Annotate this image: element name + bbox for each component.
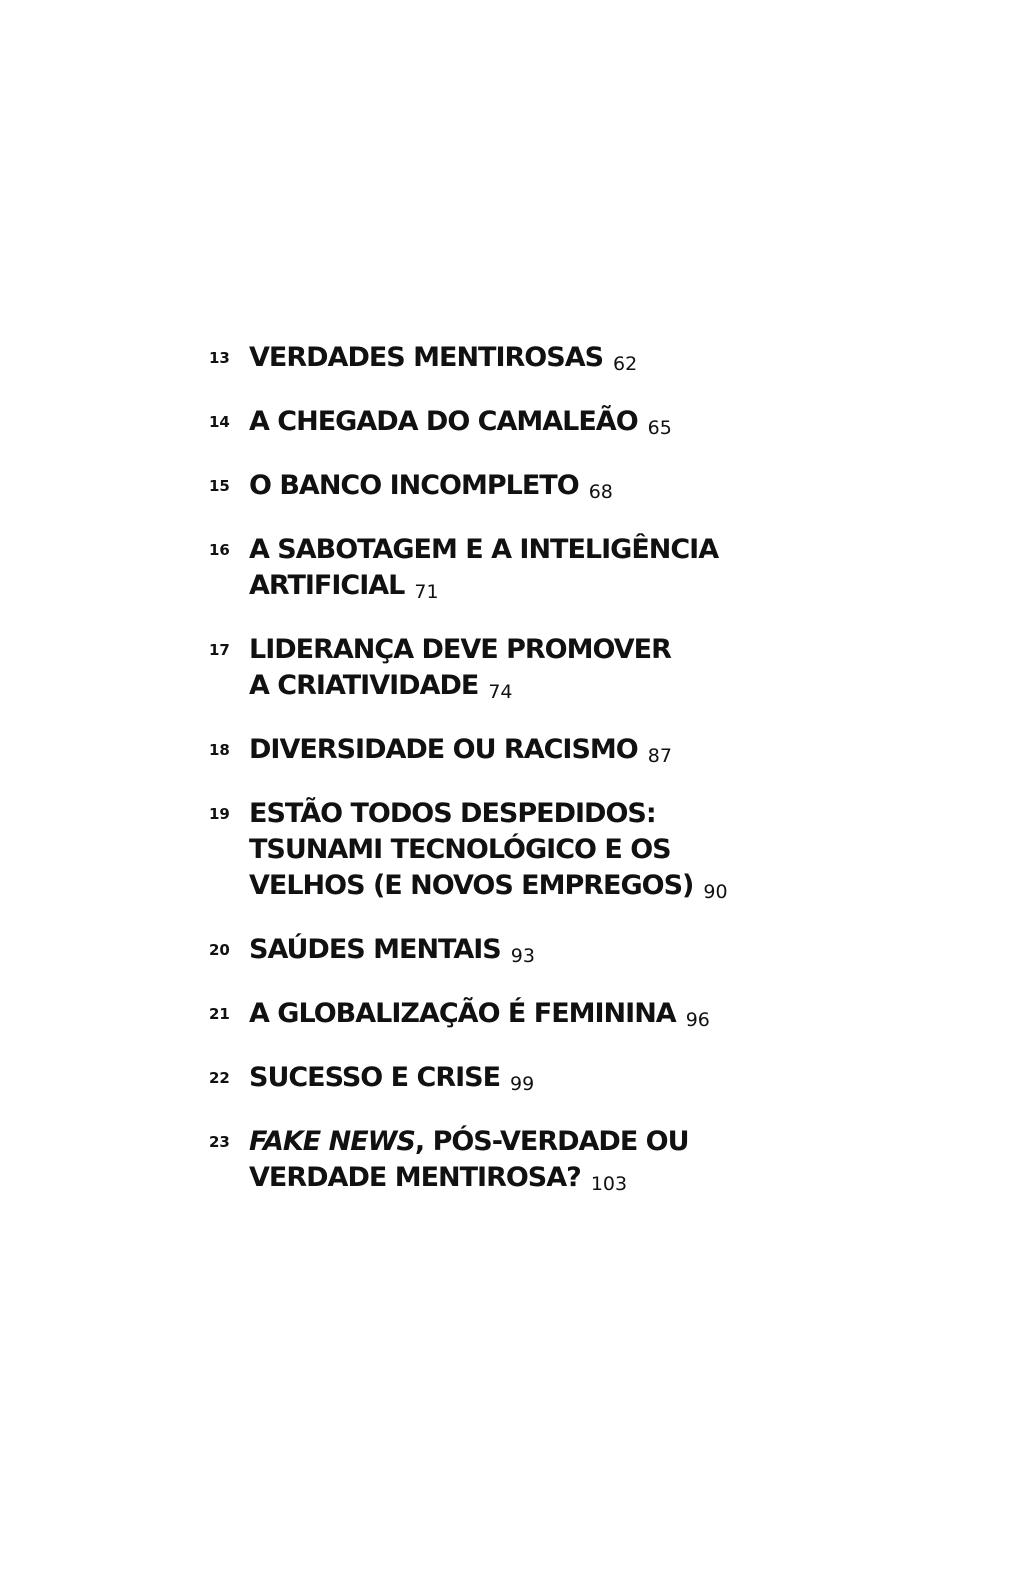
page-number: 103 bbox=[590, 1173, 628, 1195]
chapter-title-line: VELHOS (E NOVOS EMPREGOS) 90 bbox=[249, 870, 728, 903]
chapter-title-line: VERDADE MENTIROSA? 103 bbox=[249, 1162, 628, 1195]
chapter-title bbox=[249, 1060, 769, 1098]
toc-entry bbox=[209, 404, 769, 442]
table-of-contents bbox=[209, 340, 769, 1224]
page-number: 93 bbox=[510, 945, 535, 967]
chapter-title-line: TSUNAMI TECNOLÓGICO E OS bbox=[249, 834, 671, 865]
chapter-title bbox=[249, 796, 769, 906]
toc-entry bbox=[209, 1124, 769, 1198]
page-number: 90 bbox=[703, 881, 728, 903]
toc-entry bbox=[209, 632, 769, 706]
chapter-title-line: ESTÃO TODOS DESPEDIDOS: bbox=[249, 798, 656, 829]
italic-term: FAKE NEWS bbox=[249, 1126, 415, 1157]
chapter-title-line: A GLOBALIZAÇÃO É FEMININA 96 bbox=[249, 998, 710, 1031]
chapter-number: 13 bbox=[209, 349, 230, 367]
chapter-title bbox=[249, 632, 769, 706]
chapter-title-line: SAÚDES MENTAIS 93 bbox=[249, 934, 535, 967]
chapter-title bbox=[249, 532, 769, 606]
page-number: 87 bbox=[647, 745, 672, 767]
chapter-title-line: LIDERANÇA DEVE PROMOVER bbox=[249, 634, 671, 665]
chapter-number: 17 bbox=[209, 641, 230, 659]
chapter-title bbox=[249, 404, 769, 442]
toc-entry bbox=[209, 996, 769, 1034]
toc-entry bbox=[209, 932, 769, 970]
chapter-title-line: ARTIFICIAL 71 bbox=[249, 570, 439, 603]
chapter-title-line: VERDADES MENTIROSAS 62 bbox=[249, 342, 638, 375]
chapter-title-line: FAKE NEWS, PÓS-VERDADE OU bbox=[249, 1126, 689, 1157]
toc-entry bbox=[209, 732, 769, 770]
chapter-title bbox=[249, 732, 769, 770]
page-number: 99 bbox=[510, 1073, 535, 1095]
toc-entry bbox=[209, 532, 769, 606]
chapter-title-line: A SABOTAGEM E A INTELIGÊNCIA bbox=[249, 534, 719, 565]
chapter-title-line: A CHEGADA DO CAMALEÃO 65 bbox=[249, 406, 672, 439]
chapter-title bbox=[249, 932, 769, 970]
chapter-title-line: O BANCO INCOMPLETO 68 bbox=[249, 470, 613, 503]
toc-entry bbox=[209, 340, 769, 378]
chapter-number: 19 bbox=[209, 805, 230, 823]
page-number: 62 bbox=[613, 353, 638, 375]
chapter-number: 22 bbox=[209, 1069, 230, 1087]
chapter-title-line: A CRIATIVIDADE 74 bbox=[249, 670, 513, 703]
chapter-number: 20 bbox=[209, 941, 230, 959]
toc-entry bbox=[209, 1060, 769, 1098]
chapter-number: 16 bbox=[209, 541, 230, 559]
page-number: 65 bbox=[647, 417, 672, 439]
chapter-title bbox=[249, 996, 769, 1034]
chapter-number: 14 bbox=[209, 413, 230, 431]
chapter-title-line: DIVERSIDADE OU RACISMO 87 bbox=[249, 734, 672, 767]
chapter-number: 21 bbox=[209, 1005, 230, 1023]
chapter-number: 18 bbox=[209, 741, 230, 759]
toc-entry bbox=[209, 796, 769, 906]
page-number: 71 bbox=[414, 581, 439, 603]
chapter-number: 23 bbox=[209, 1133, 230, 1151]
page-number: 96 bbox=[685, 1009, 710, 1031]
chapter-number: 15 bbox=[209, 477, 230, 495]
page-number: 74 bbox=[488, 681, 513, 703]
toc-entry bbox=[209, 468, 769, 506]
chapter-title-line: SUCESSO E CRISE 99 bbox=[249, 1062, 535, 1095]
chapter-title bbox=[249, 340, 769, 378]
chapter-title bbox=[249, 468, 769, 506]
chapter-title bbox=[249, 1124, 769, 1198]
page-number: 68 bbox=[588, 481, 613, 503]
